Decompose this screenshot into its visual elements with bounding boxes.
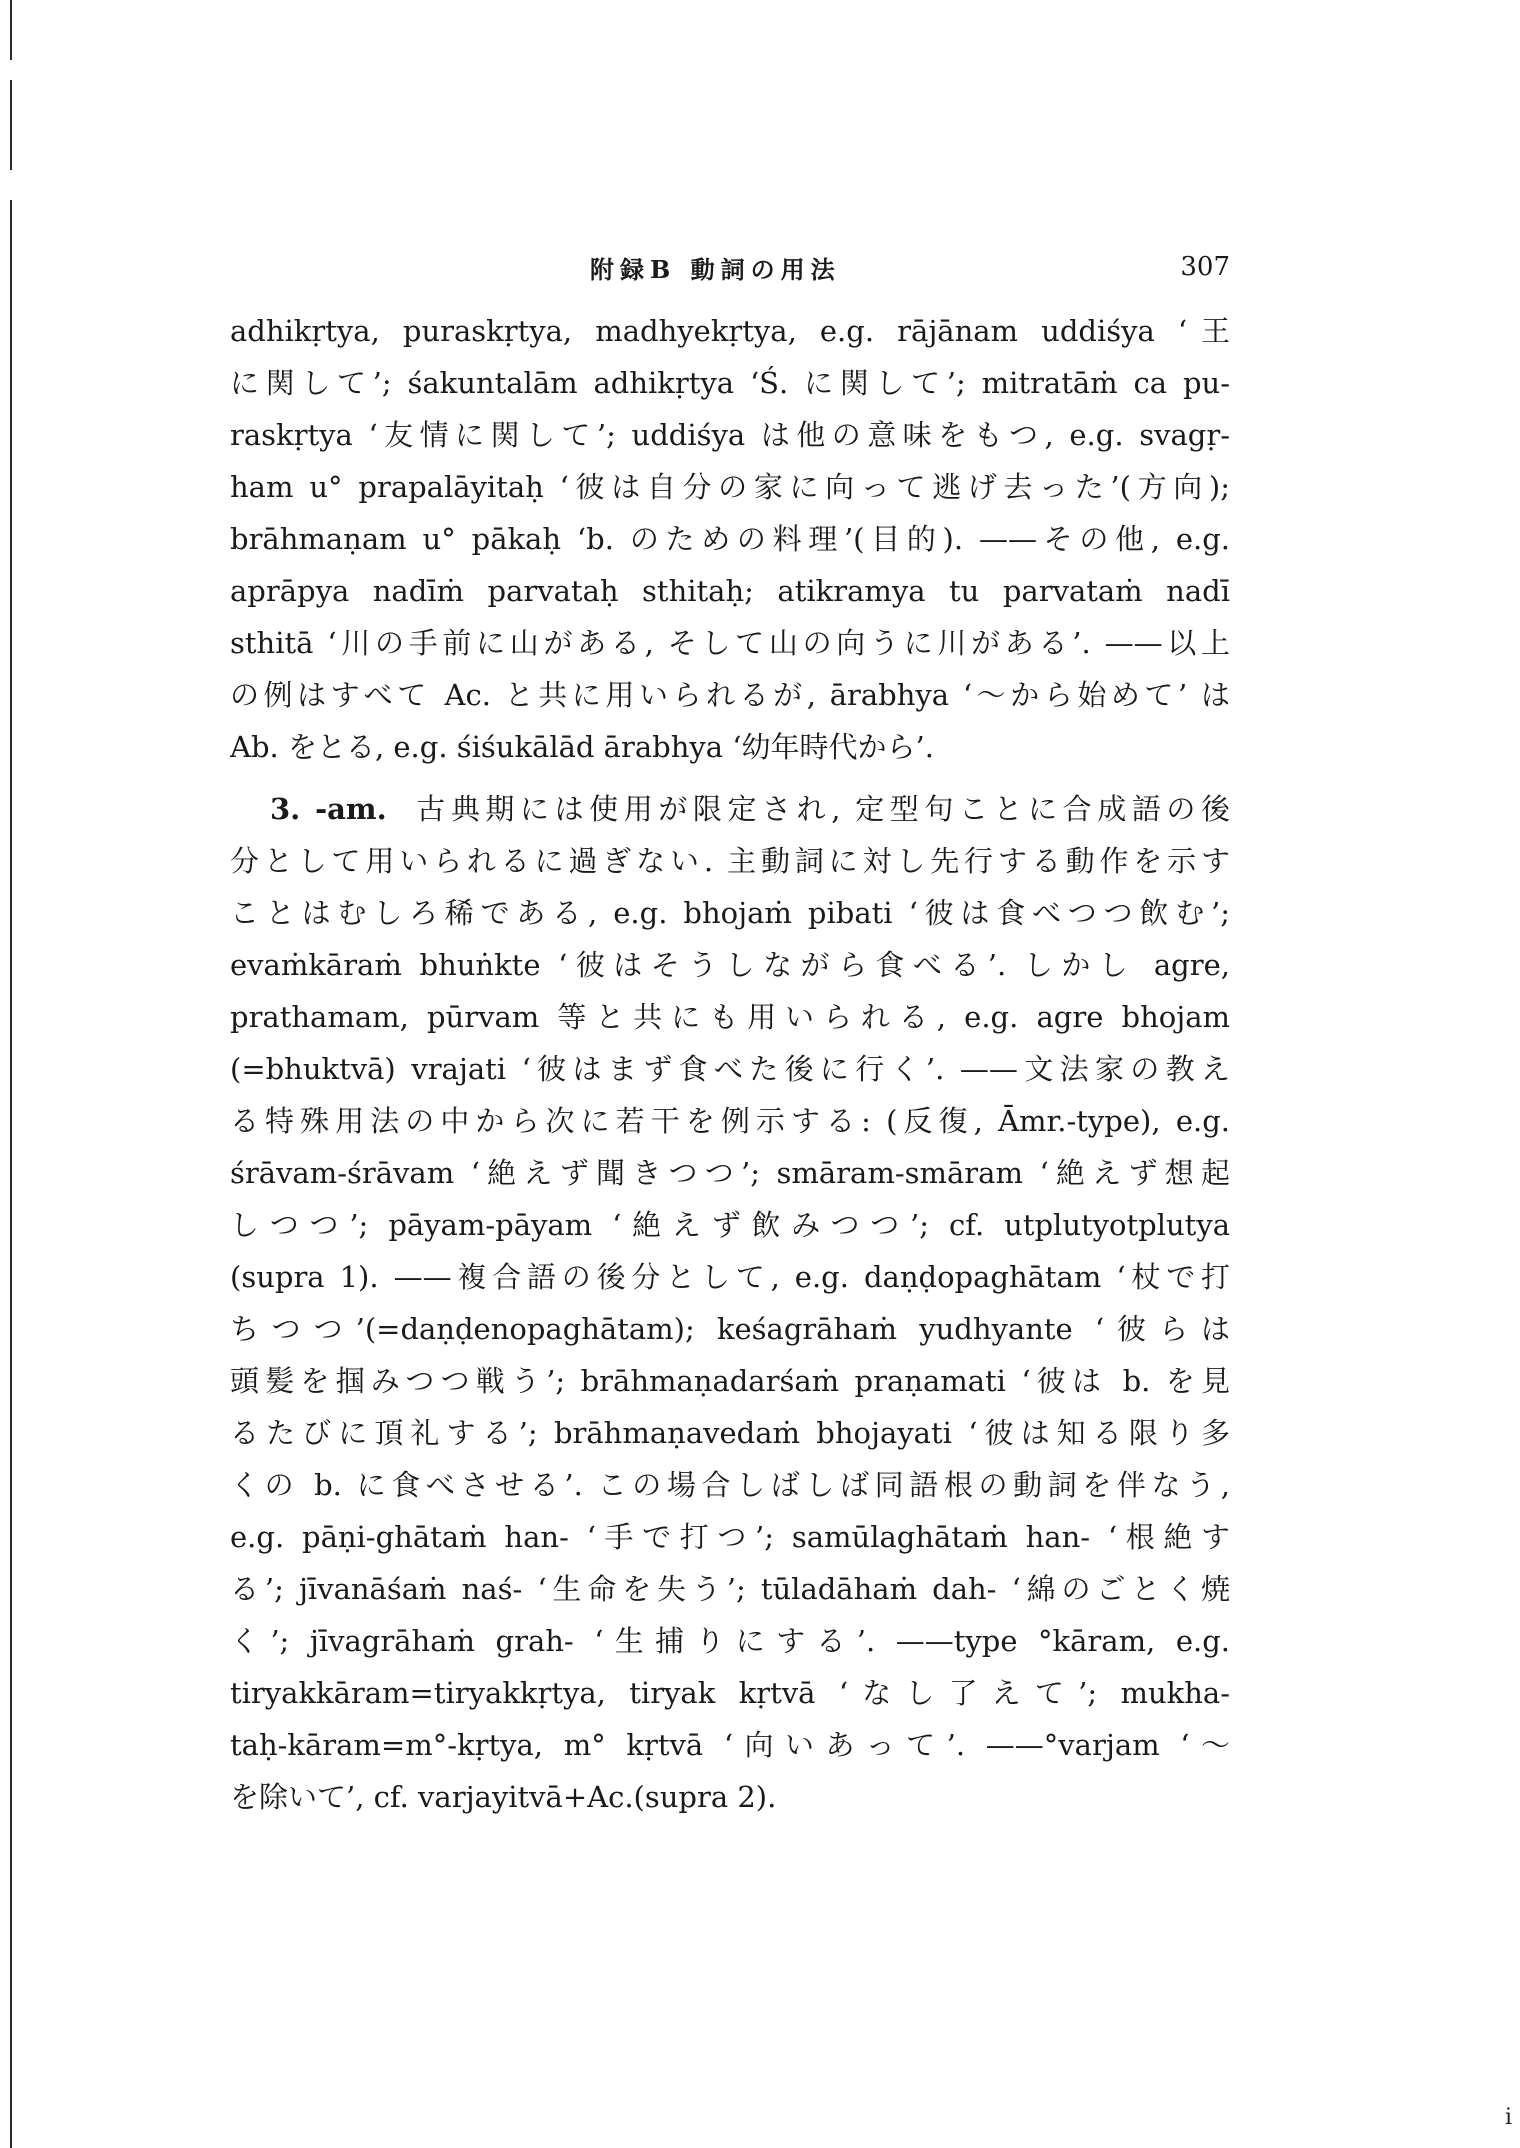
text-line: prathamam, pūrvam 等と共にも用いられる, e.g. agre bhojam bbox=[230, 1000, 1230, 1034]
binding-edge-line bbox=[10, 80, 12, 170]
running-title: 附録B 動詞の用法 bbox=[590, 255, 841, 284]
text-line: Ab. をとる, e.g. śiśukālād ārabhya ‘幼年時代から’. bbox=[230, 730, 934, 764]
text-line: を除いて’, cf. varjayitvā+Ac.(supra 2). bbox=[230, 1780, 777, 1814]
section-keyword: -am. bbox=[315, 792, 387, 826]
binding-edge-line bbox=[10, 200, 12, 2148]
text-line: ことはむしろ稀である, e.g. bhojaṁ pibati ‘彼は食べつつ飲む’; bbox=[230, 896, 1230, 930]
text-line: ham u° prapalāyitaḥ ‘彼は自分の家に向って逃げ去った’(方向); bbox=[230, 470, 1230, 504]
text-line: raskṛtya ‘友情に関して’; uddiśya は他の意味をもつ, e.g. svagṛ- bbox=[230, 418, 1230, 452]
text-line: くの b. に食べさせる’. この場合しばしば同語根の動詞を伴なう, bbox=[230, 1468, 1230, 1502]
text-span: 古典期には使用が限定され, 定型句ことに合成語の後 bbox=[416, 792, 1230, 826]
text-line: tiryakkāram=tiryakkṛtya, tiryak kṛtvā ‘なし了えて’; mukha- bbox=[230, 1676, 1230, 1710]
text-line: taḥ-kāram=m°-kṛtya, m° kṛtvā ‘向いあって’. ——°varjam ‘〜 bbox=[230, 1728, 1230, 1762]
text-line: aprāpya nadīṁ parvataḥ sthitaḥ; atikramya tu parvataṁ nadī bbox=[230, 574, 1230, 608]
page-number: 307 bbox=[1180, 252, 1230, 282]
text-line: brāhmaṇam u° pākaḥ ‘b. のための料理’(目的). ——その他, e.g. bbox=[230, 522, 1230, 556]
page-body bbox=[230, 305, 1230, 1823]
text-line: śrāvam-śrāvam ‘絶えず聞きつつ’; smāram-smāram ‘絶えず想起 bbox=[230, 1156, 1230, 1190]
section-number: 3. bbox=[270, 792, 301, 826]
text-line: く’; jīvagrāhaṁ grah- ‘生捕りにする’. ——type °kāram, e.g. bbox=[230, 1624, 1230, 1658]
edge-mark: i bbox=[1504, 2105, 1512, 2130]
text-line: evaṁkāraṁ bhuṅkte ‘彼はそうしながら食べる’. しかし agre, bbox=[230, 948, 1230, 982]
section-first-line bbox=[230, 783, 1230, 835]
text-line: の例はすべて Ac. と共に用いられるが, ārabhya ‘〜から始めて’ は bbox=[230, 678, 1230, 712]
binding-edge-line bbox=[10, 0, 12, 60]
text-line: sthitā ‘川の手前に山がある, そして山の向うに川がある’. ——以上 bbox=[230, 626, 1230, 660]
text-line: 頭髪を掴みつつ戦う’; brāhmaṇadarśaṁ praṇamati ‘彼は b. を見 bbox=[230, 1364, 1230, 1398]
text-line: (=bhuktvā) vrajati ‘彼はまず食べた後に行く’. ——文法家の教え bbox=[230, 1052, 1230, 1086]
text-line: る’; jīvanāśaṁ naś- ‘生命を失う’; tūladāhaṁ dah- ‘綿のごとく焼 bbox=[230, 1572, 1230, 1606]
text-line: e.g. pāṇi-ghātaṁ han- ‘手で打つ’; samūlaghātaṁ han- ‘根絶す bbox=[230, 1520, 1230, 1554]
text-line: adhikṛtya, puraskṛtya, madhyekṛtya, e.g. rājānam uddiśya ‘王 bbox=[230, 314, 1230, 348]
text-line: るたびに頂礼する’; brāhmaṇavedaṁ bhojayati ‘彼は知る限り多 bbox=[230, 1416, 1230, 1450]
text-line: (supra 1). ——複合語の後分として, e.g. daṇḍopaghātam ‘杖で打 bbox=[230, 1260, 1230, 1294]
text-line: に関して’; śakuntalām adhikṛtya ‘Ś. に関して’; mitratāṁ ca pu- bbox=[230, 366, 1230, 400]
text-line: しつつ’; pāyam-pāyam ‘絶えず飲みつつ’; cf. utplutyotplutya bbox=[230, 1208, 1230, 1242]
text-line: ちつつ’(=daṇḍenopaghātam); keśagrāhaṁ yudhyante ‘彼らは bbox=[230, 1312, 1230, 1346]
page-header bbox=[230, 250, 1230, 290]
text-line: 分として用いられるに過ぎない. 主動詞に対し先行する動作を示す bbox=[230, 844, 1230, 878]
paragraph-continuation bbox=[230, 305, 1230, 773]
text-line: る特殊用法の中から次に若干を例示する: (反復, Āmr.-type), e.g. bbox=[230, 1104, 1230, 1138]
section-3-paragraph bbox=[230, 783, 1230, 1823]
